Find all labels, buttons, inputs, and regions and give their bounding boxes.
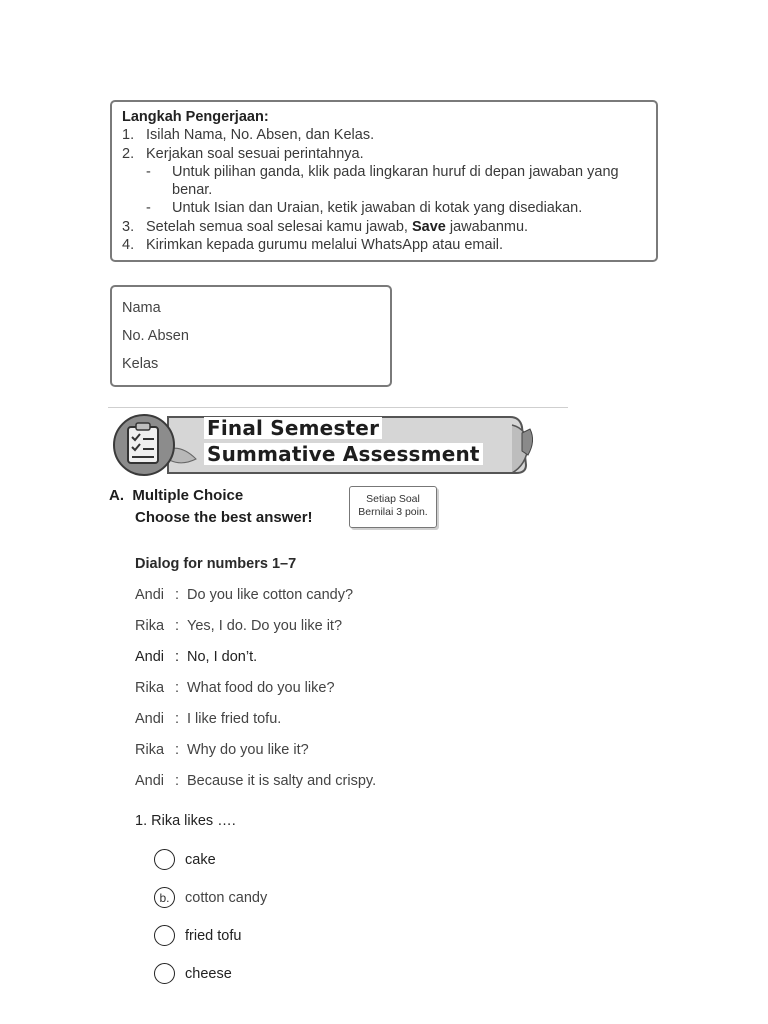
identity-box[interactable] [110, 285, 392, 387]
option-b[interactable] [154, 887, 267, 908]
option-c[interactable] [154, 925, 241, 946]
step-4: 4. Kirimkan kepada gurumu melalui WhatsApp atau email. [122, 237, 504, 254]
step-2: 2. Kerjakan soal sesuai perintahnya. [122, 145, 364, 162]
class-label: Kelas [122, 356, 159, 372]
option-label: cheese [185, 965, 232, 982]
dialog-line: Andi : Do you like cotton candy? [135, 587, 354, 603]
instructions-title: Langkah Pengerjaan: [122, 109, 269, 125]
dialog-line: Rika : Why do you like it? [135, 742, 309, 758]
dialog-line: Andi : Because it is salty and crispy. [135, 773, 377, 789]
dialog-heading: Dialog for numbers 1–7 [135, 556, 297, 572]
option-label: cake [185, 851, 216, 868]
substep-1: - Untuk pilihan ganda, klik pada lingkaran huruf di depan jawaban yang benar. [146, 163, 619, 199]
points-badge: Setiap Soal Bernilai 3 poin. [349, 486, 437, 528]
checklist-clipboard-icon [114, 415, 174, 475]
radio-circle-icon[interactable] [154, 925, 175, 946]
question-1-text: 1. Rika likes …. [135, 813, 236, 829]
instructions-box [110, 100, 658, 262]
option-label: fried tofu [185, 927, 242, 944]
assessment-banner [108, 407, 568, 483]
banner-title-line2: Summative Assessment [204, 443, 483, 465]
step-3: 3. Setelah semua soal selesai kamu jawab, Save jawabanmu. [122, 218, 529, 235]
section-a-subtitle: Choose the best answer! [135, 509, 313, 526]
dialog-line: Rika : Yes, I do. Do you like it? [135, 618, 343, 634]
section-a-heading: A. Multiple Choice [109, 487, 244, 504]
step-1: 1. Isilah Nama, No. Absen, dan Kelas. [122, 127, 375, 144]
option-d[interactable] [154, 963, 232, 984]
absen-label: No. Absen [122, 328, 189, 344]
banner-title-line1: Final Semester [204, 417, 382, 439]
option-label: cotton candy [185, 889, 268, 906]
option-a[interactable] [154, 849, 216, 870]
substep-2: - Untuk Isian dan Uraian, ketik jawaban di kotak yang disediakan. [146, 200, 583, 217]
radio-circle-icon[interactable]: b. [154, 887, 175, 908]
dialog-line: Andi : No, I don’t. [135, 649, 258, 665]
dialog-line: Rika : What food do you like? [135, 680, 335, 696]
radio-circle-icon[interactable] [154, 849, 175, 870]
radio-circle-icon[interactable] [154, 963, 175, 984]
name-label: Nama [122, 300, 161, 316]
dialog-line: Andi : I like fried tofu. [135, 711, 282, 727]
